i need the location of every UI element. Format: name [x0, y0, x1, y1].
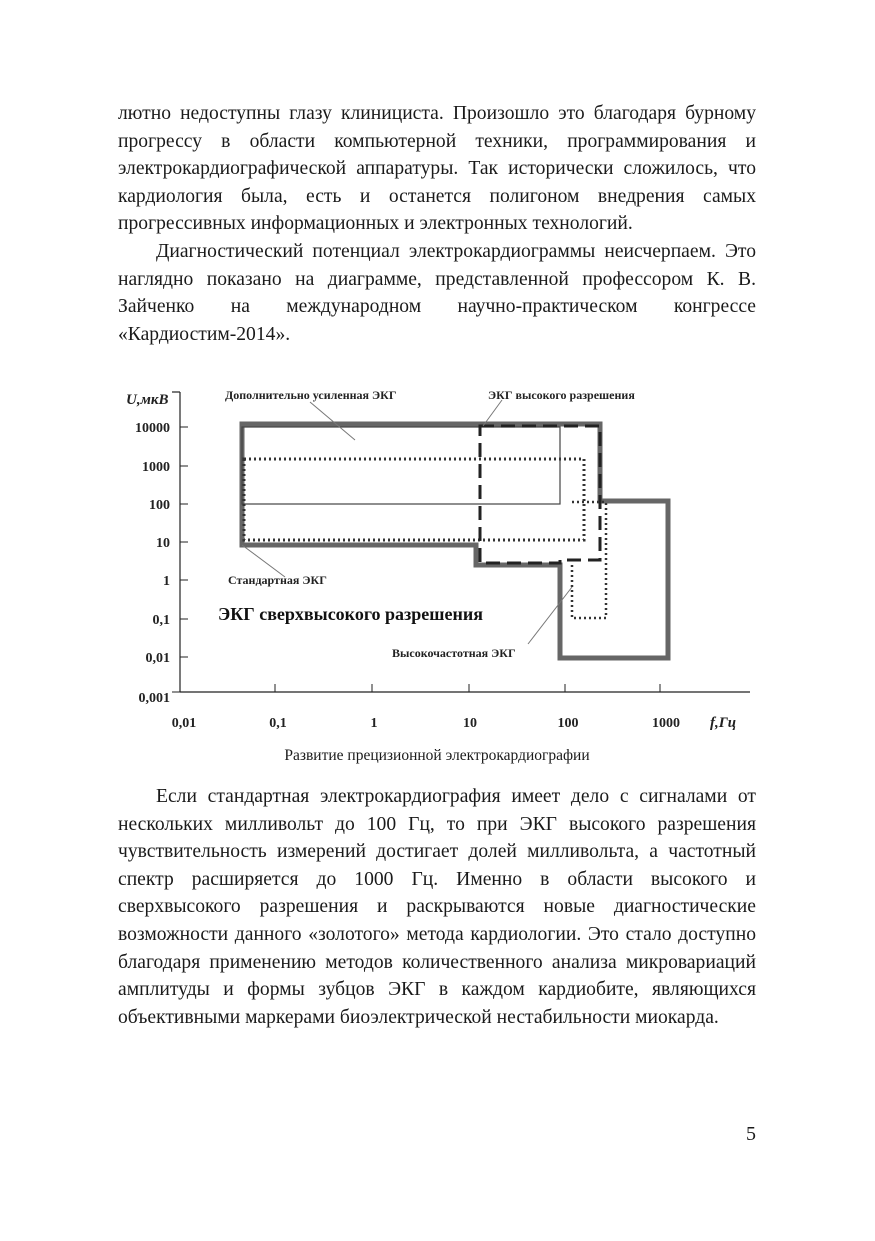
- y-tick-label: 1: [163, 574, 170, 589]
- label-high-res-ecg: ЭКГ высокого разрешения: [488, 388, 635, 402]
- x-tick-label: 1000: [652, 716, 680, 731]
- y-tick-label: 10000: [135, 421, 170, 436]
- y-axis-title: U,мкВ: [126, 392, 169, 408]
- label-standard-ecg: Стандартная ЭКГ: [228, 573, 327, 587]
- y-tick-label: 1000: [142, 460, 170, 475]
- label-amplified-ecg: Дополнительно усиленная ЭКГ: [225, 388, 397, 402]
- x-tick-label: 0,01: [171, 716, 197, 731]
- paragraph-3: Если стандартная электрокардиография имеет дело с сигналами от нескольких милливольт до 100 Гц, то при ЭКГ высокого разрешения чувствительность измерений достигает долей милливольта, а частотный спектр расширяется до 1000 Гц. Именно в области высокого и сверхвысокого разрешения и раскрываются новые диагностические возможности данного «золотого» метода кардиологии. Это стало доступно благодаря применению методов количественного анализа микровариаций амплитуды и формы зубцов ЭКГ в каждом кардиобите, являющихся объективными маркерами биоэлектрической нестабильности миокарда.: [118, 786, 756, 1028]
- paragraph-1: лютно недоступны глазу клинициста. Произошло это благодаря бурному прогрессу в области компьютерной техники, программирования и электрокардиографической аппаратуры. Так исторически сложилось, что кардиология была, есть и останется полигоном внедрения самых прогрессивных информационных и электронных технологий.: [118, 103, 756, 235]
- x-tick-label: 1: [370, 716, 378, 731]
- figure-caption: Развитие прецизионной электрокардиографии: [284, 747, 590, 764]
- region-amplified: [244, 459, 584, 540]
- y-tick-label: 0,01: [145, 651, 170, 666]
- bottom-text: [118, 783, 756, 1031]
- y-tick-label: 10: [156, 536, 170, 551]
- x-ticks: [172, 684, 680, 731]
- x-tick-label: 100: [557, 716, 579, 731]
- label-ultra-high-ecg: ЭКГ сверхвысокого разрешения: [218, 604, 483, 624]
- paragraph-2: Диагностический потенциал электрокардиограммы неисчерпаем. Это наглядно показано на диаграмме, представленной профессором К. В. Зайченко на международном научно-практическом конгрессе «Кардиостим-2014».: [118, 240, 756, 345]
- region-high-res: [480, 426, 600, 563]
- x-tick-label: 10: [463, 716, 477, 731]
- region-standard: [242, 427, 560, 504]
- y-tick-label: 0,001: [138, 691, 170, 706]
- x-tick-label: 0,1: [269, 716, 287, 731]
- ecg-resolution-diagram: [110, 382, 770, 742]
- y-tick-label: 100: [149, 498, 170, 513]
- top-text: [118, 100, 756, 348]
- y-tick-label: 0,1: [152, 613, 170, 628]
- label-high-freq-ecg: Высокочастотная ЭКГ: [392, 646, 516, 660]
- page-number: 5: [746, 1123, 756, 1145]
- x-axis-title: f,Гц: [710, 715, 737, 731]
